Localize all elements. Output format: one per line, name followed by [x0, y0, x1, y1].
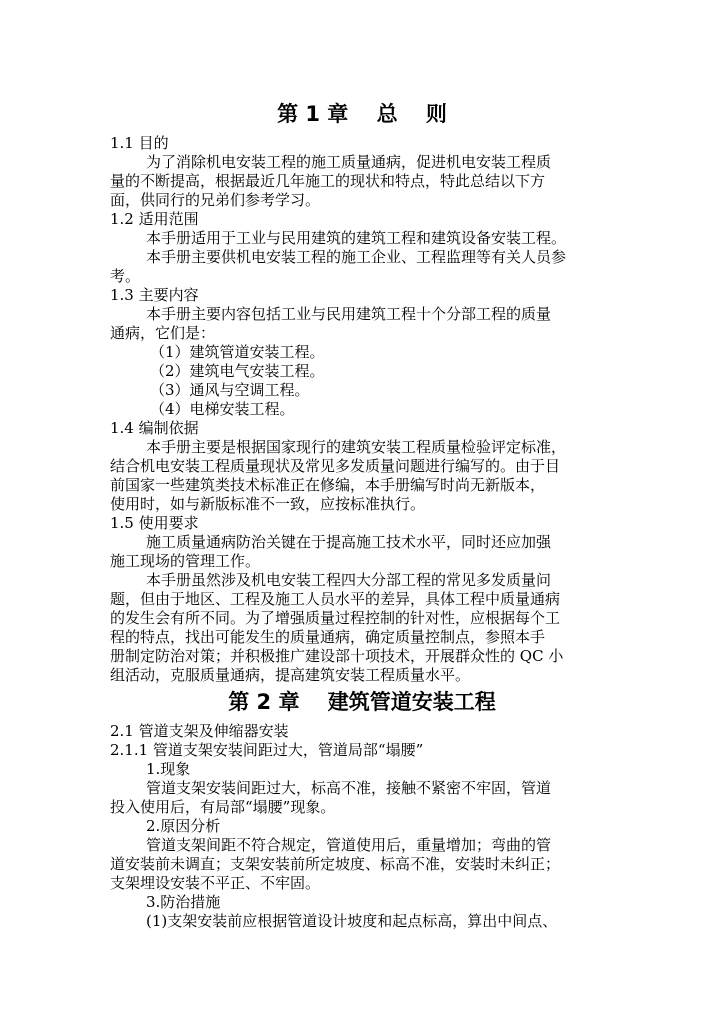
section-2-1-1-heading: 2.1.1 管道支架安装间距过大，管道局部“塌腰”: [110, 741, 424, 759]
paragraph-line: 支架埋设安装不平正、不牢固。: [110, 874, 321, 892]
paragraph-line: 面，供同行的兄弟们参考学习。: [110, 191, 321, 209]
subheading-phenomenon: 1.现象: [146, 760, 191, 778]
chapter-2-title: 第 2 章 建筑管道安装工程: [228, 690, 496, 714]
list-item: （4）电梯安装工程。: [150, 400, 295, 418]
paragraph-line: 道安装前未调直；支架安装前所定坡度、标高不准，安装时未纠正；: [110, 855, 561, 873]
paragraph-line: 为了消除机电安装工程的施工质量通病，促进机电安装工程质: [146, 153, 552, 171]
paragraph-line: 前国家一些建筑类技术标准正在修编，本手册编写时尚无新版本，: [110, 476, 546, 494]
paragraph-line: 使用时，如与新版标准不一致，应按标准执行。: [110, 495, 426, 513]
paragraph-line: 题，但由于地区、工程及施工人员水平的差异，具体工程中质量通病: [110, 590, 561, 608]
paragraph-line: 通病，它们是：: [110, 324, 216, 342]
paragraph-line: 本手册主要供机电安装工程的施工企业、工程监理等有关人员参: [146, 248, 567, 266]
list-item: （1）建筑管道安装工程。: [150, 343, 325, 361]
section-1-4-heading: 1.4 编制依据: [110, 419, 199, 437]
paragraph-line: 结合机电安装工程质量现状及常见多发质量问题进行编写的。由于目: [110, 457, 561, 475]
paragraph-line: 投入使用后，有局部“塌腰”现象。: [110, 798, 336, 816]
chapter-1-title: 第 1 章 总 则: [277, 102, 447, 126]
section-1-2-heading: 1.2 适用范围: [110, 210, 199, 228]
paragraph-line: 程的特点，找出可能发生的质量通病，确定质量控制点，参照本手: [110, 628, 546, 646]
list-item: （3）通风与空调工程。: [150, 381, 310, 399]
paragraph-line: 的发生会有所不同。为了增强质量过程控制的针对性，应根据每个工: [110, 609, 561, 627]
paragraph-line: 本手册适用于工业与民用建筑的建筑工程和建筑设备安装工程。: [146, 229, 567, 247]
paragraph-line: 管道支架安装间距过大，标高不准，接触不紧密不牢固，管道: [146, 779, 552, 797]
paragraph-line: 本手册主要内容包括工业与民用建筑工程十个分部工程的质量: [146, 305, 552, 323]
paragraph-line: 本手册虽然涉及机电安装工程四大分部工程的常见多发质量问: [146, 571, 552, 589]
paragraph-line: 册制定防治对策；并积极推广建设部十项技术，开展群众性的 QC 小: [110, 647, 564, 665]
section-1-3-heading: 1.3 主要内容: [110, 286, 199, 304]
section-2-1-heading: 2.1 管道支架及伸缩器安装: [110, 722, 289, 740]
subheading-cause-analysis: 2.原因分析: [146, 817, 221, 835]
section-1-1-heading: 1.1 目的: [110, 134, 169, 152]
paragraph-line: 考。: [110, 267, 141, 285]
section-1-5-heading: 1.5 使用要求: [110, 514, 199, 532]
subheading-prevention-measures: 3.防治措施: [146, 893, 221, 911]
paragraph-line: 量的不断提高，根据最近几年施工的现状和特点，特此总结以下方: [110, 172, 546, 190]
paragraph-line: 本手册主要是根据国家现行的建筑安装工程质量检验评定标准，: [146, 438, 567, 456]
list-item: （2）建筑电气安装工程。: [150, 362, 325, 380]
paragraph-line: 组活动，克服质量通病，提高建筑安装工程质量水平。: [110, 666, 471, 684]
paragraph-line: 管道支架间距不符合规定，管道使用后，重量增加；弯曲的管: [146, 836, 552, 854]
paragraph-line: 施工现场的管理工作。: [110, 552, 261, 570]
paragraph-line: (1)支架安装前应根据管道设计坡度和起点标高，算出中间点、: [146, 912, 558, 930]
paragraph-line: 施工质量通病防治关键在于提高施工技术水平，同时还应加强: [146, 533, 552, 551]
